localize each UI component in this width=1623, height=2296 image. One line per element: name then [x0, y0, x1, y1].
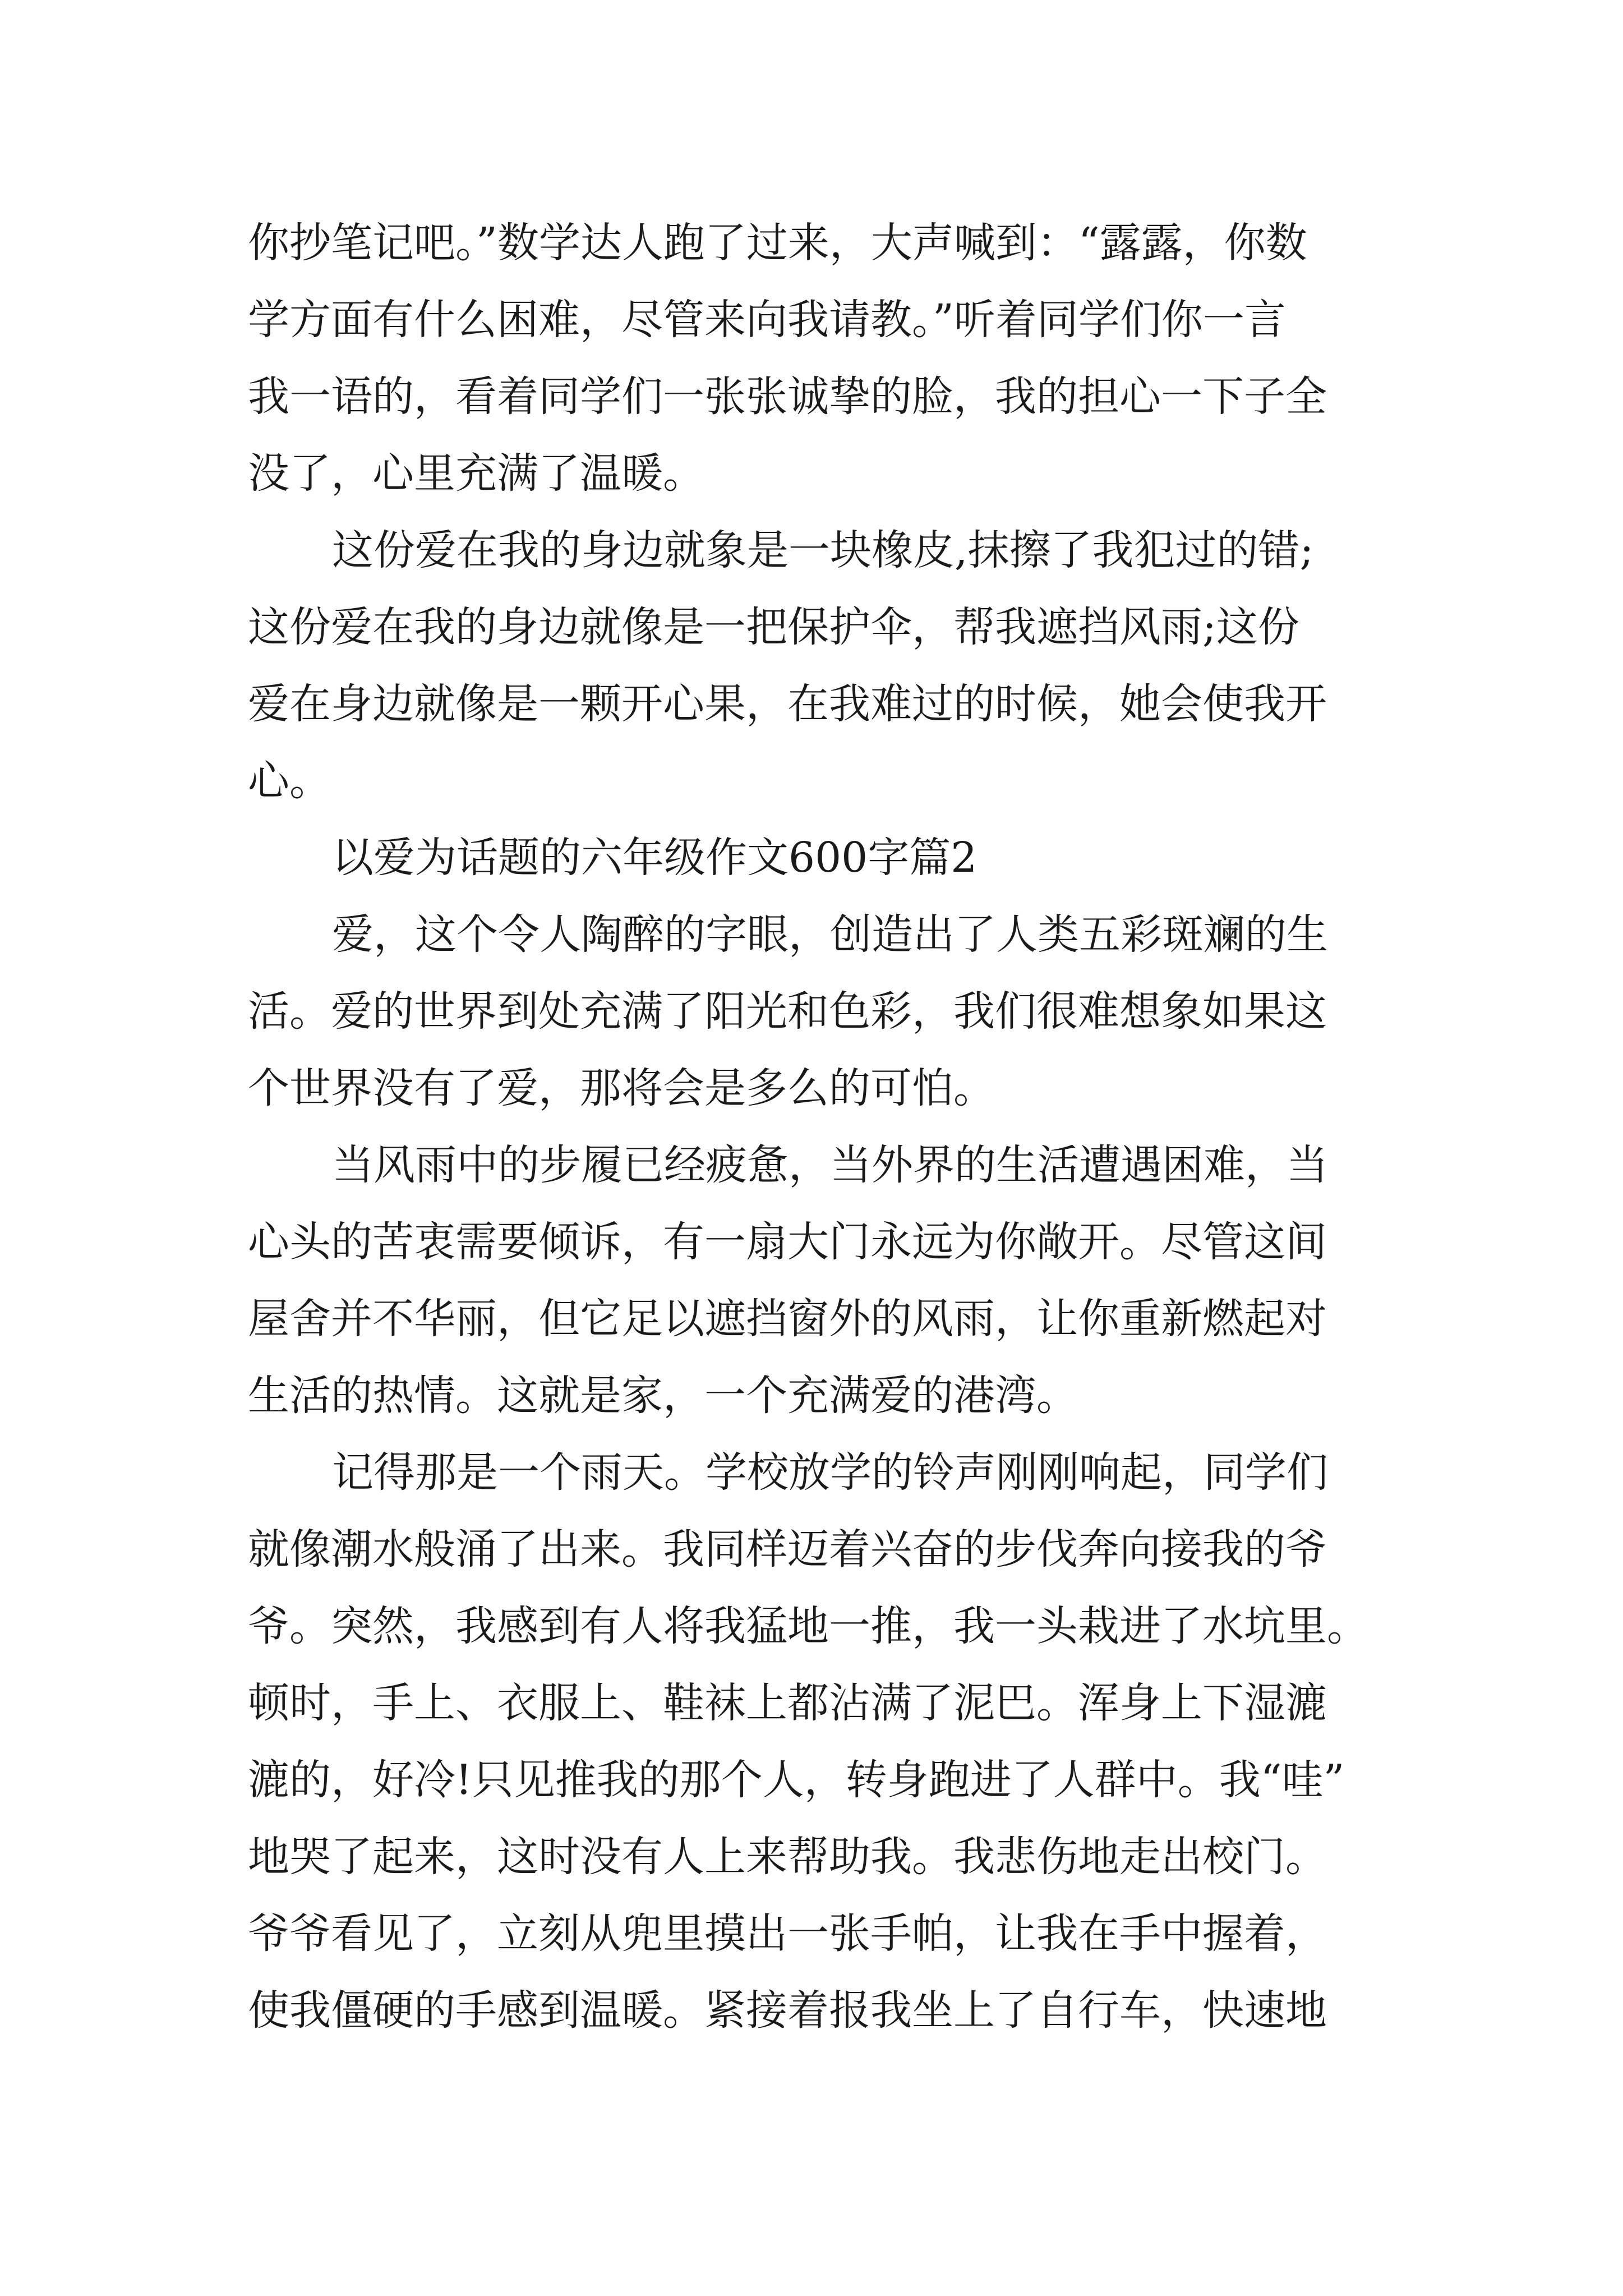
text-line: 心。 [248, 757, 331, 805]
text-line: 爷爷看见了，立刻从兜里摸出一张手帕，让我在手中握着， [248, 1910, 1327, 1958]
paragraph-start-line: 当风雨中的步履已经疲惫，当外界的生活遭遇困难，当 [332, 1141, 1328, 1189]
document-body [248, 205, 1395, 2049]
text-line: 我一语的，看着同学们一张张诚挚的脸，我的担心一下子全 [248, 372, 1327, 421]
paragraph-start-line: 爱，这个令人陶醉的字眼，创造出了人类五彩斑斓的生 [332, 910, 1328, 959]
paragraph-start-line: 记得那是一个雨天。学校放学的铃声刚刚响起，同学们 [332, 1448, 1328, 1497]
text-line: 心头的苦衷需要倾诉，有一扇大门永远为你敞开。尽管这间 [248, 1218, 1327, 1266]
text-line: 爱在身边就像是一颗开心果，在我难过的时候，她会使我开 [248, 680, 1327, 728]
text-line: 你抄笔记吧。”数学达人跑了过来，大声喊到：“露露，你数 [248, 219, 1307, 267]
text-line: 地哭了起来，这时没有人上来帮助我。我悲伤地走出校门。 [248, 1833, 1327, 1881]
paragraph-start-line: 这份爱在我的身边就象是一块橡皮,抹擦了我犯过的错; [332, 526, 1314, 574]
text-line: 个世界没有了爱，那将会是多么的可怕。 [248, 1064, 995, 1112]
text-line: 学方面有什么困难，尽管来向我请教。”听着同学们你一言 [248, 296, 1286, 344]
text-line: 顿时，手上、衣服上、鞋袜上都沾满了泥巴。浑身上下湿漉 [248, 1679, 1327, 1727]
text-line: 活。爱的世界到处充满了阳光和色彩，我们很难想象如果这 [248, 987, 1327, 1036]
text-line: 漉的，好冷!只见推我的那个人，转身跑进了人群中。我“哇” [248, 1756, 1345, 1804]
section-heading: 以爱为话题的六年级作文600字篇2 [332, 834, 978, 882]
text-line: 爷。突然，我感到有人将我猛地一推，我一头栽进了水坑里。 [248, 1602, 1368, 1650]
text-line: 没了，心里充满了温暖。 [248, 449, 704, 498]
text-line: 屋舍并不华丽，但它足以遮挡窗外的风雨，让你重新燃起对 [248, 1295, 1327, 1343]
text-line: 就像潮水般涌了出来。我同样迈着兴奋的步伐奔向接我的爷 [248, 1525, 1327, 1573]
text-line: 生活的热情。这就是家，一个充满爱的港湾。 [248, 1372, 1078, 1420]
text-line: 这份爱在我的身边就像是一把保护伞，帮我遮挡风雨;这份 [248, 603, 1299, 651]
text-line: 使我僵硬的手感到温暖。紧接着报我坐上了自行车，快速地 [248, 1986, 1327, 2035]
